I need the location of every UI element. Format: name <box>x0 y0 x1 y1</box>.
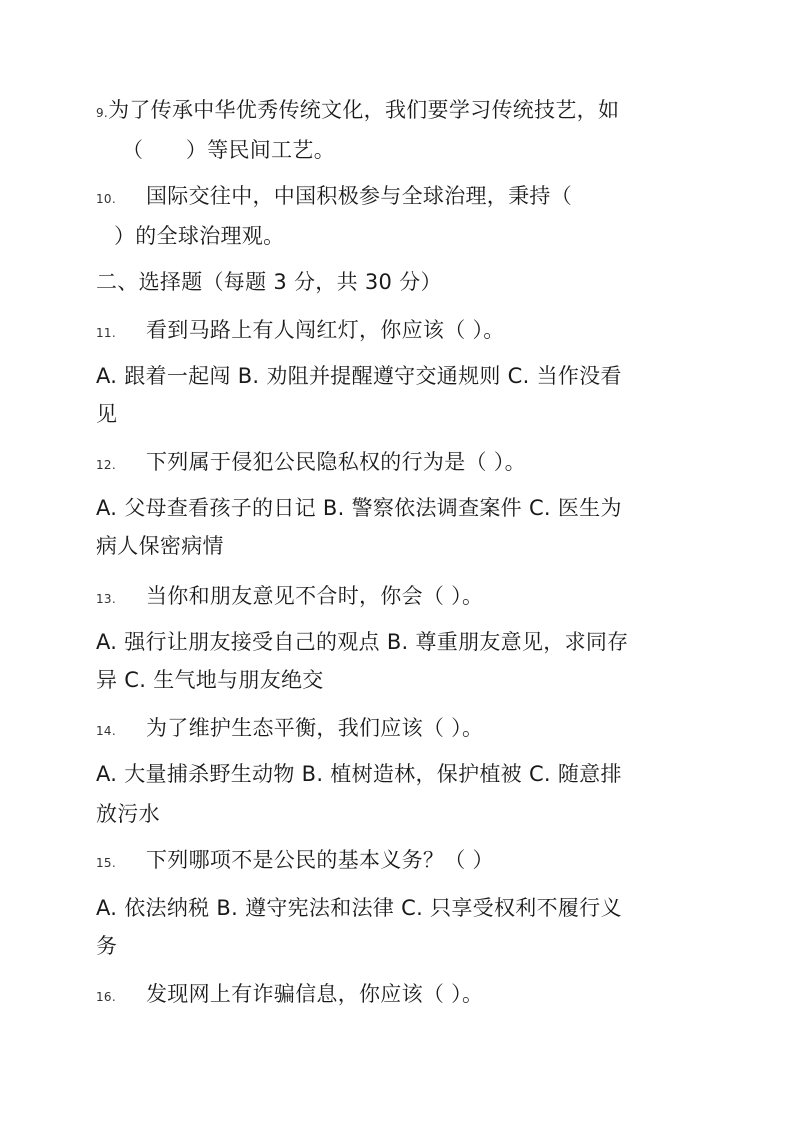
question-11-options-line-1: A. 跟着一起闯 B. 劝阻并提醒遵守交通规则 C. 当作没看 <box>96 364 622 388</box>
question-9-text-1: 为了传承中华优秀传统文化，我们要学习传统技艺，如 <box>108 98 620 122</box>
question-15-stem-line <box>96 846 494 877</box>
question-15-options-line-1: A. 依法纳税 B. 遵守宪法和法律 C. 只享受权利不履行义 <box>96 896 622 920</box>
question-15-stem: 下列哪项不是公民的基本义务？（ ） <box>146 848 494 872</box>
question-10-line-2: ）的全球治理观。 <box>114 224 285 248</box>
question-11-number: 11. <box>96 326 116 340</box>
question-11-stem: 看到马路上有人闯红灯，你应该（ ）。 <box>146 318 505 342</box>
question-10-line-1 <box>96 182 572 213</box>
question-12-stem: 下列属于侵犯公民隐私权的行为是（ ）。 <box>146 450 526 474</box>
question-13-options-line-2: 异 C. 生气地与朋友绝交 <box>96 668 324 692</box>
question-10-text-1: 国际交往中，中国积极参与全球治理，秉持（ <box>146 184 572 208</box>
question-13-stem-line <box>96 582 483 613</box>
question-15-options-line-2: 务 <box>96 934 118 958</box>
question-14-stem: 为了维护生态平衡，我们应该（ ）。 <box>146 716 484 740</box>
question-13-stem: 当你和朋友意见不合时，你会（ ）。 <box>146 584 484 608</box>
question-10-number: 10. <box>96 192 116 206</box>
question-11-stem-line <box>96 316 505 347</box>
question-9-line-1 <box>96 96 619 127</box>
question-14-options-line-1: A. 大量捕杀野生动物 B. 植树造林，保护植被 C. 随意排 <box>96 762 622 786</box>
question-16-number: 16. <box>96 990 116 1004</box>
question-13-options-line-1: A. 强行让朋友接受自己的观点 B. 尊重朋友意见，求同存 <box>96 630 629 654</box>
section-2-heading: 二、选择题（每题 3 分，共 30 分） <box>96 270 442 294</box>
question-16-stem-line <box>96 980 483 1011</box>
question-15-number: 15. <box>96 856 116 870</box>
question-11-options-line-2: 见 <box>96 402 118 426</box>
question-12-number: 12. <box>96 458 116 472</box>
question-13-number: 13. <box>96 592 116 606</box>
question-16-stem: 发现网上有诈骗信息，你应该（ ）。 <box>146 982 484 1006</box>
question-12-stem-line <box>96 448 526 479</box>
question-9-line-2: （ ）等民间工艺。 <box>122 138 335 162</box>
question-12-options-line-1: A. 父母查看孩子的日记 B. 警察依法调查案件 C. 医生为 <box>96 496 622 520</box>
question-14-stem-line <box>96 714 483 745</box>
question-9-number: 9. <box>96 106 109 120</box>
question-14-number: 14. <box>96 724 116 738</box>
question-12-options-line-2: 病人保密病情 <box>96 534 224 558</box>
question-14-options-line-2: 放污水 <box>96 802 160 826</box>
